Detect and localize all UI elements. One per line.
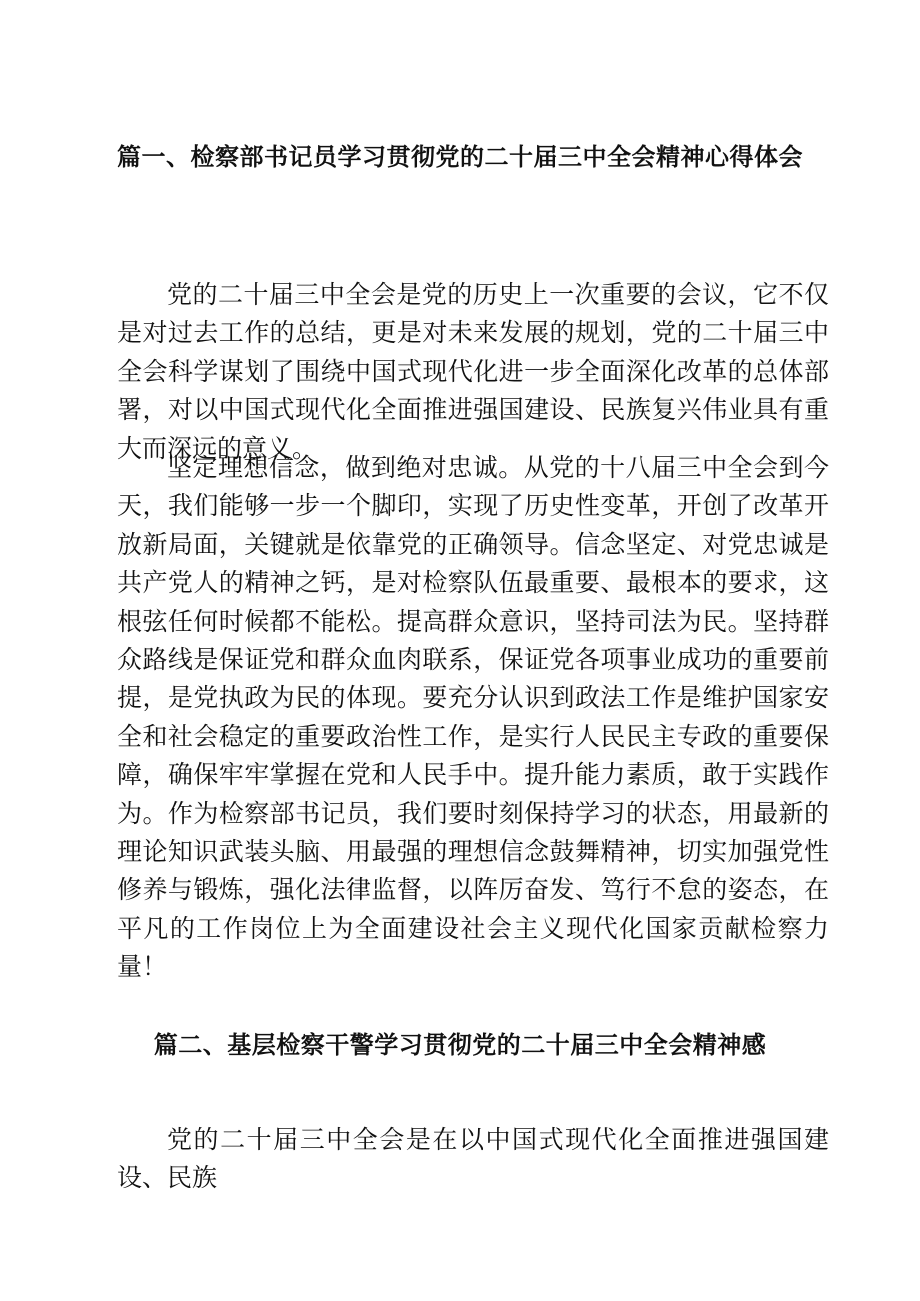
section-1-paragraph-1: 党的二十届三中全会是党的历史上一次重要的会议，它不仅是对过去工作的总结，更是对未来发展的规划，党的二十届三中全会科学谋划了围绕中国式现代化进一步全面深化改革的总体部署，对以中国式现代化全面推进强国建设、民族复兴伟业具有重大而深远的意义。 — [117, 280, 829, 463]
section-2-paragraph-1: 党的二十届三中全会是在以中国式现代化全面推进强国建设、民族 — [117, 1125, 829, 1193]
section-2-title: 篇二、基层检察干警学习贯彻党的二十届三中全会精神感 — [153, 1031, 767, 1059]
section-1-title: 篇一、检察部书记员学习贯彻党的二十届三中全会精神心得体会 — [117, 143, 803, 171]
section-1-paragraph-2: 坚定理想信念，做到绝对忠诚。从党的十八届三中全会到今天，我们能够一步一个脚印，实现了历史性变革，开创了改革开放新局面，关键就是依靠党的正确领导。信念坚定、对党忠诚是共产党人的精神之钙，是对检察队伍最重要、最根本的要求，这根弦任何时候都不能松。提高群众意识，坚持司法为民。坚持群众路线是保证党和群众血肉联系，保证党各项事业成功的重要前提，是党执政为民的体现。要充分认识到政法工作是维护国家安全和社会稳定的重要政治性工作，是实行人民民主专政的重要保障，确保牢牢掌握在党和人民手中。提升能力素质，敢于实践作为。作为检察部书记员，我们要时刻保持学习的状态，用最新的理论知识武装头脑、用最强的理想信念鼓舞精神，切实加强党性修养与锻炼，强化法律监督，以阵厉奋发、笃行不怠的姿态，在平凡的工作岗位上为全面建设社会主义现代化国家贡献检察力量！ — [117, 453, 829, 982]
